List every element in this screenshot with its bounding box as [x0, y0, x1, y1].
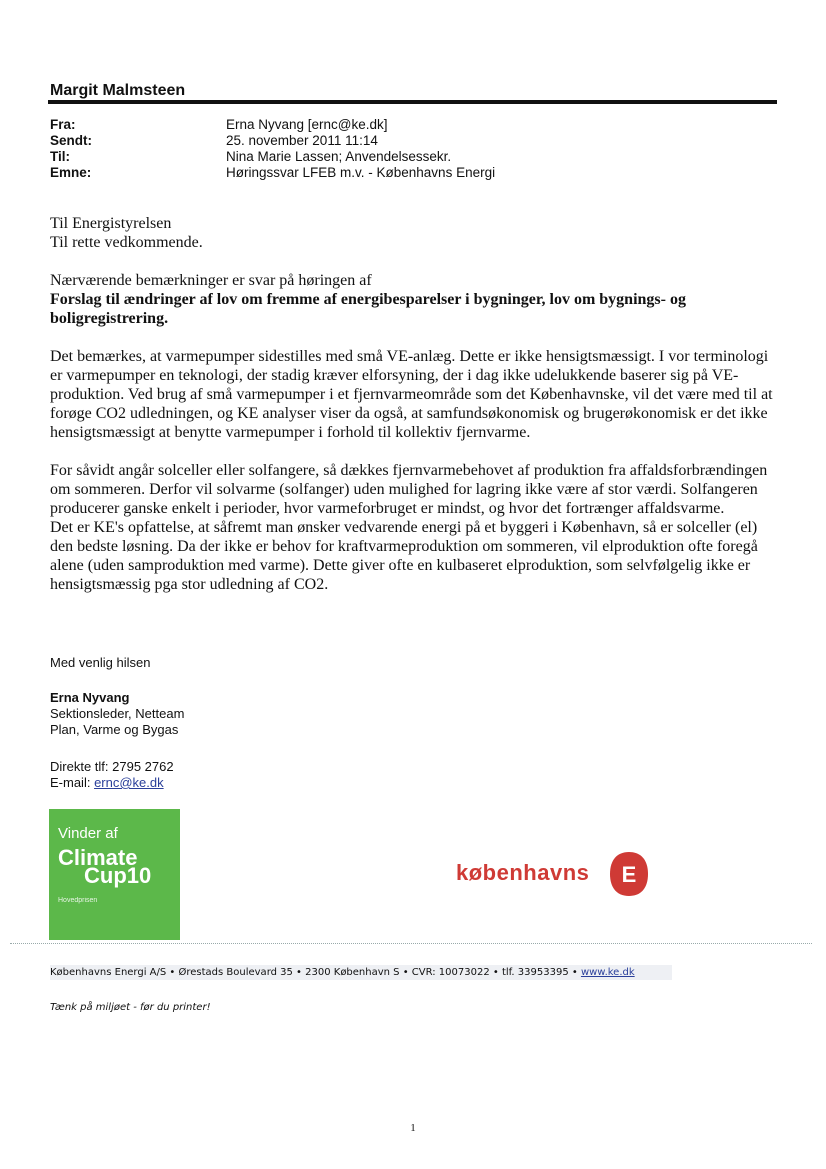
company-address: Københavns Energi A/S • Ørestads Boulevard 35 • 2300 København S • CVR: 10073022 • tlf. 33953395 • — [50, 967, 581, 978]
print-tip: Tænk på miljøet - før du printer! — [50, 1002, 211, 1013]
from-value: Erna Nyvang [ernc@ke.dk] — [226, 117, 388, 132]
paragraph-solar-heating: For såvidt angår solceller eller solfangere, så dækkes fjernvarmebehovet af produktion fra affaldsforbrændingen om sommeren. Derfor vil solvarme (solfanger) uden mulighed for lagring ikke være af stor værdi. Solfangeren producerer ganske enkelt i perioder, hvor varmeforbruget er mindst, og hvor det fortrænger affaldsvarme. — [50, 462, 768, 517]
email-link[interactable]: ernc@ke.dk — [94, 775, 164, 790]
from-label: Fra: — [50, 117, 76, 132]
website-link[interactable]: www.ke.dk — [580, 967, 635, 978]
badge-line-1: Vinder af — [58, 825, 118, 842]
header-row-subject — [50, 165, 750, 181]
page-number: 1 — [410, 1122, 416, 1134]
signature-block — [50, 690, 184, 738]
badge-line-3: Cup10 — [84, 863, 152, 888]
email-header — [50, 117, 750, 181]
signature-name: Erna Nyvang — [50, 690, 130, 705]
subject-value: Høringssvar LFEB m.v. - Københavns Energi — [226, 165, 496, 180]
email-label: E-mail: — [50, 775, 95, 790]
badge-line-4: Hovedprisen — [58, 897, 98, 904]
sent-label: Sendt: — [50, 133, 92, 148]
header-rule — [48, 100, 777, 104]
footer-divider — [10, 943, 812, 944]
email-body — [50, 214, 782, 594]
bill-title: Forslag til ændringer af lov om fremme af energibesparelser i bygninger, lov om bygnings- og boligregistrering. — [50, 291, 686, 327]
intro-text: Nærværende bemærkninger er svar på høringen af — [50, 272, 372, 289]
badge-line-2: Climate — [58, 845, 138, 870]
logo-letter: E — [621, 862, 637, 887]
climate-cup-badge — [49, 809, 180, 940]
signature-title: Sektionsleder, Netteam — [50, 706, 185, 721]
header-row-to — [50, 149, 750, 165]
sent-value: 25. november 2011 11:14 — [226, 133, 378, 148]
logo-e-icon — [608, 850, 650, 898]
greeting-line-2: Til rette vedkommende. — [50, 234, 203, 251]
paragraph-solar-cells: Det er KE's opfattelse, at såfremt man ønsker vedvarende energi på et byggeri i København, så er solceller (el) den bedste løsning. Da der ikke er behov for kraftvarmeproduktion om sommeren, vil elproduktion ofte foregå alene (uden samproduktion med varme). Dette giver ofte en kulbaseret elproduktion, som selvfølgelig ikke er hensigtsmæssig pga stor udledning af CO2. — [50, 519, 758, 593]
owner-name: Margit Malmsteen — [50, 82, 186, 99]
company-footer — [50, 965, 672, 980]
signature-department: Plan, Varme og Bygas — [50, 722, 179, 737]
greeting-line-1: Til Energistyrelsen — [50, 215, 172, 232]
to-value: Nina Marie Lassen; Anvendelsessekr. — [226, 149, 452, 164]
header-row-sent — [50, 133, 750, 149]
closing-text: Med venlig hilsen — [50, 655, 151, 670]
header-row-from — [50, 117, 750, 133]
subject-label: Emne: — [50, 165, 92, 180]
contact-block — [50, 759, 174, 791]
email-line — [50, 775, 174, 791]
paragraph-heat-pumps: Det bemærkes, at varmepumper sidestilles med små VE-anlæg. Dette er ikke hensigtsmæssigt. I vor terminologi er varmepumper en teknologi, der stadig kræver elforsyning, der i dag ikke udelukkende baserer sig på VE-produktion. Ved brug af små varmepumper i et fjernvarmeområde som det Københavnske, vil det være med til at forøge CO2 udledningen, og KE analyser viser da også, at samfundsøkonomisk og brugerøkonomisk er det ikke hensigtsmæssigt at benytte varmepumper i forhold til kollektiv fjernvarme. — [50, 348, 773, 441]
to-label: Til: — [50, 149, 70, 164]
phone-number: Direkte tlf: 2795 2762 — [50, 759, 174, 774]
logo-wordmark: københavns — [456, 860, 590, 885]
